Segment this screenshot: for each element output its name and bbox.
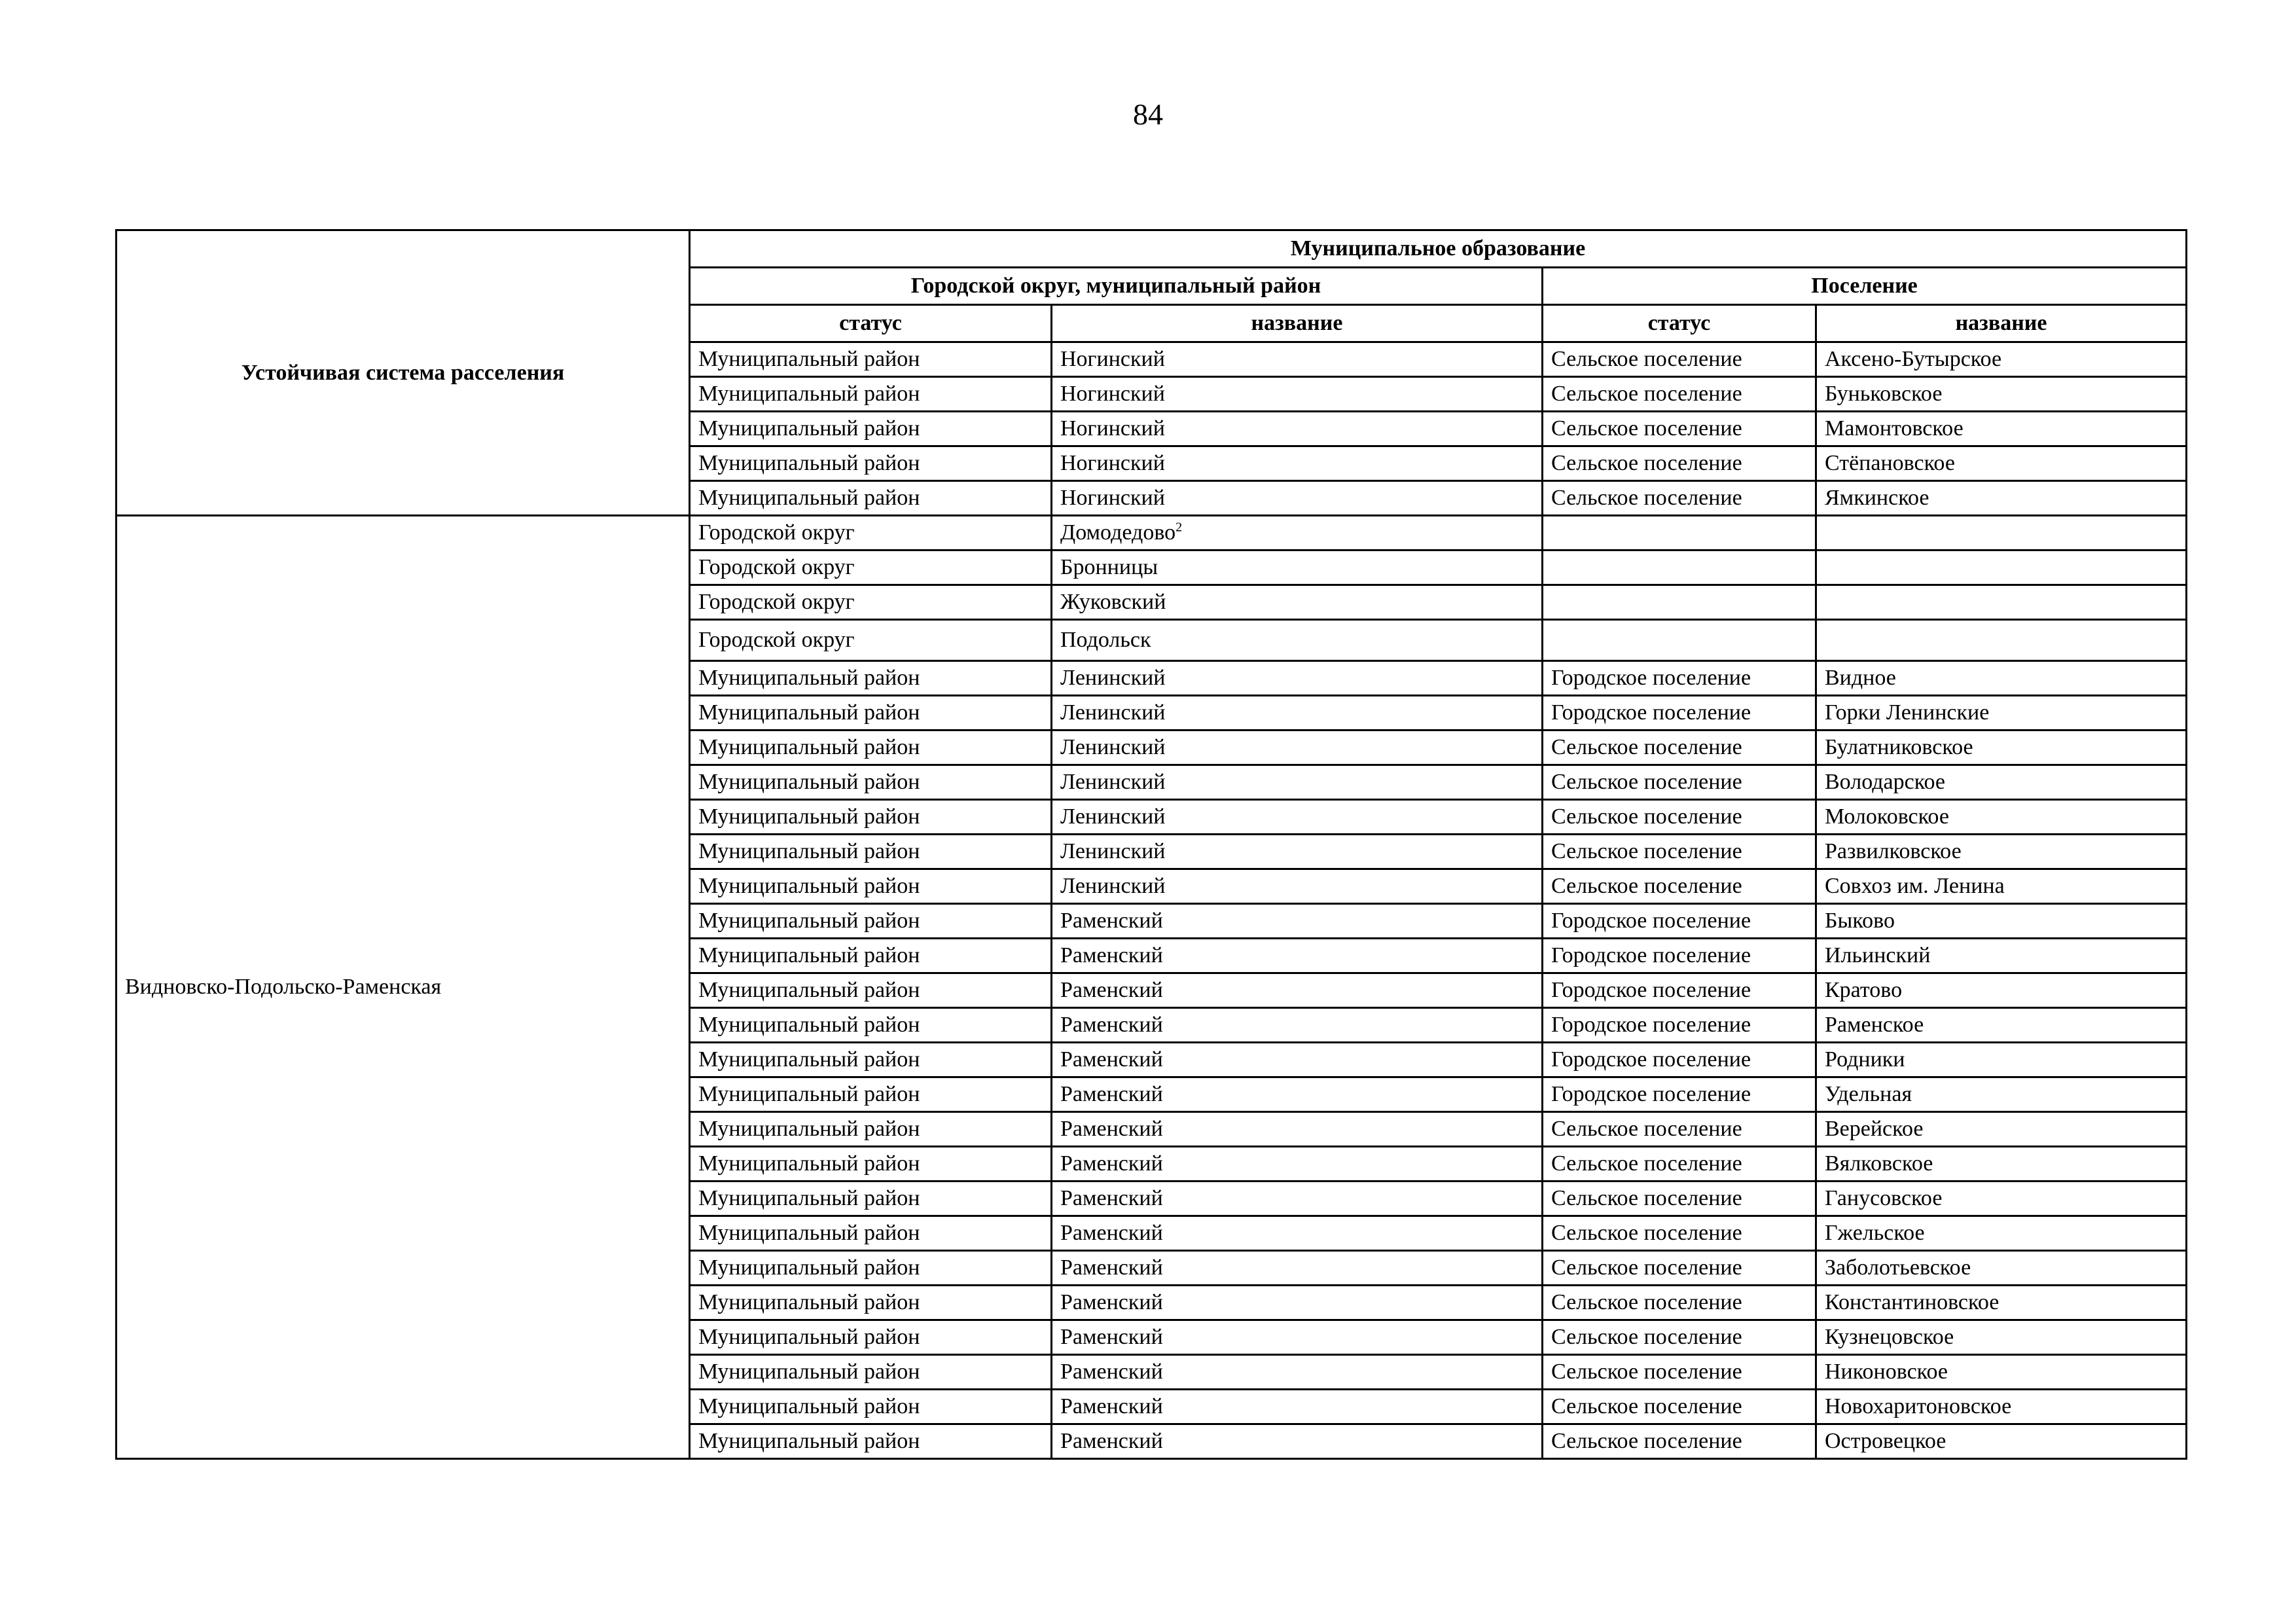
settlement-name-cell: Константиновское — [1816, 1286, 2187, 1320]
name-header: название — [1052, 305, 1543, 342]
status-cell: Муниципальный район — [690, 446, 1052, 481]
footnote-marker: 2 — [1175, 520, 1183, 535]
name-cell: Раменский — [1052, 1424, 1543, 1459]
settlement-name-cell: Раменское — [1816, 1008, 2187, 1043]
settlement-status-cell: Сельское поселение — [1543, 1251, 1816, 1286]
name-cell: Ленинский — [1052, 869, 1543, 904]
system-header: Устойчивая система расселения — [117, 230, 690, 516]
table-row — [117, 516, 2187, 550]
settlement-status-cell: Городское поселение — [1543, 1008, 1816, 1043]
status-cell: Муниципальный район — [690, 1077, 1052, 1112]
name-cell: Раменский — [1052, 939, 1543, 973]
settlement-name-cell: Видное — [1816, 661, 2187, 696]
settlement-name-cell: Развилковское — [1816, 835, 2187, 869]
settlement-status-cell: Сельское поселение — [1543, 835, 1816, 869]
name-cell: Ленинский — [1052, 661, 1543, 696]
settlement-name-cell: Гжельское — [1816, 1216, 2187, 1251]
name-cell: Ленинский — [1052, 696, 1543, 731]
settlement-status-cell: Сельское поселение — [1543, 869, 1816, 904]
settlement-table — [115, 229, 2187, 1460]
status-cell: Муниципальный район — [690, 412, 1052, 446]
status-cell: Городской округ — [690, 516, 1052, 550]
name-cell: Раменский — [1052, 1043, 1543, 1077]
name-cell: Раменский — [1052, 1251, 1543, 1286]
settlement-name-cell — [1816, 516, 2187, 550]
settlement-status-cell: Сельское поселение — [1543, 1320, 1816, 1355]
status-cell: Муниципальный район — [690, 1043, 1052, 1077]
name-cell: Раменский — [1052, 1147, 1543, 1182]
settlement-name-cell: Ганусовское — [1816, 1182, 2187, 1216]
settlement-status-cell: Сельское поселение — [1543, 446, 1816, 481]
status-cell: Муниципальный район — [690, 1251, 1052, 1286]
settlement-name-cell — [1816, 620, 2187, 661]
settlement-name-cell: Вялковское — [1816, 1147, 2187, 1182]
status-cell: Муниципальный район — [690, 1008, 1052, 1043]
name-cell: Ногинский — [1052, 481, 1543, 516]
name-cell: Раменский — [1052, 1355, 1543, 1390]
status-cell: Муниципальный район — [690, 1286, 1052, 1320]
status-cell: Муниципальный район — [690, 1320, 1052, 1355]
settlement-name-header: название — [1816, 305, 2187, 342]
settlement-status-cell: Сельское поселение — [1543, 765, 1816, 800]
name-text: Домодедово — [1060, 520, 1176, 545]
name-cell — [1052, 516, 1543, 550]
settlement-name-cell: Аксено-Бутырское — [1816, 342, 2187, 377]
settlement-name-cell: Буньковское — [1816, 377, 2187, 412]
settlement-name-cell: Горки Ленинские — [1816, 696, 2187, 731]
settlement-status-cell — [1543, 516, 1816, 550]
status-cell: Муниципальный район — [690, 1390, 1052, 1424]
settlement-name-cell: Никоновское — [1816, 1355, 2187, 1390]
settlement-name-cell: Новохаритоновское — [1816, 1390, 2187, 1424]
settlement-status-cell: Городское поселение — [1543, 939, 1816, 973]
status-cell: Муниципальный район — [690, 1355, 1052, 1390]
status-cell: Муниципальный район — [690, 1182, 1052, 1216]
settlement-name-cell — [1816, 550, 2187, 585]
status-cell: Муниципальный район — [690, 1424, 1052, 1459]
settlement-name-cell: Совхоз им. Ленина — [1816, 869, 2187, 904]
name-cell: Жуковский — [1052, 585, 1543, 620]
status-cell: Муниципальный район — [690, 1112, 1052, 1147]
header-row-1 — [117, 230, 2187, 268]
settlement-status-cell: Городское поселение — [1543, 696, 1816, 731]
district-group-header: Городской округ, муниципальный район — [690, 268, 1543, 305]
settlement-status-cell: Сельское поселение — [1543, 1355, 1816, 1390]
settlement-status-cell: Городское поселение — [1543, 1043, 1816, 1077]
settlement-name-cell: Ильинский — [1816, 939, 2187, 973]
name-cell: Раменский — [1052, 1182, 1543, 1216]
status-cell: Муниципальный район — [690, 869, 1052, 904]
status-cell: Муниципальный район — [690, 481, 1052, 516]
settlement-status-cell: Сельское поселение — [1543, 1390, 1816, 1424]
settlement-name-cell: Булатниковское — [1816, 731, 2187, 765]
settlement-name-cell: Удельная — [1816, 1077, 2187, 1112]
settlement-status-cell: Сельское поселение — [1543, 1112, 1816, 1147]
name-cell: Ленинский — [1052, 731, 1543, 765]
name-cell: Ногинский — [1052, 446, 1543, 481]
status-cell: Городской округ — [690, 620, 1052, 661]
settlement-name-cell: Верейское — [1816, 1112, 2187, 1147]
settlement-status-cell: Сельское поселение — [1543, 800, 1816, 835]
settlement-status-cell: Сельское поселение — [1543, 1424, 1816, 1459]
settlement-name-cell: Родники — [1816, 1043, 2187, 1077]
name-cell: Раменский — [1052, 1216, 1543, 1251]
settlement-name-cell: Кузнецовское — [1816, 1320, 2187, 1355]
name-cell: Раменский — [1052, 1320, 1543, 1355]
settlement-name-cell: Ямкинское — [1816, 481, 2187, 516]
status-cell: Муниципальный район — [690, 1147, 1052, 1182]
status-cell: Муниципальный район — [690, 377, 1052, 412]
settlement-name-cell: Островецкое — [1816, 1424, 2187, 1459]
settlement-status-cell: Сельское поселение — [1543, 731, 1816, 765]
settlement-status-cell: Сельское поселение — [1543, 412, 1816, 446]
settlement-status-cell: Городское поселение — [1543, 904, 1816, 939]
settlement-status-cell — [1543, 620, 1816, 661]
status-cell: Муниципальный район — [690, 1216, 1052, 1251]
settlement-name-cell: Стёпановское — [1816, 446, 2187, 481]
name-cell: Ногинский — [1052, 412, 1543, 446]
name-cell: Раменский — [1052, 1008, 1543, 1043]
settlement-status-cell: Городское поселение — [1543, 1077, 1816, 1112]
status-cell: Муниципальный район — [690, 342, 1052, 377]
settlement-name-cell: Володарское — [1816, 765, 2187, 800]
settlement-name-cell: Кратово — [1816, 973, 2187, 1008]
municipal-header: Муниципальное образование — [690, 230, 2187, 268]
status-cell: Муниципальный район — [690, 835, 1052, 869]
name-cell: Ногинский — [1052, 377, 1543, 412]
name-cell: Раменский — [1052, 1112, 1543, 1147]
settlement-status-cell: Сельское поселение — [1543, 1147, 1816, 1182]
status-cell: Муниципальный район — [690, 765, 1052, 800]
status-cell: Муниципальный район — [690, 904, 1052, 939]
name-cell: Ленинский — [1052, 835, 1543, 869]
system-name-cell: Видновско-Подольско-Раменская — [117, 516, 690, 1459]
settlement-name-cell: Молоковское — [1816, 800, 2187, 835]
name-cell: Раменский — [1052, 1390, 1543, 1424]
settlement-status-header: статус — [1543, 305, 1816, 342]
settlement-status-cell — [1543, 585, 1816, 620]
name-cell: Ленинский — [1052, 765, 1543, 800]
name-cell: Раменский — [1052, 1077, 1543, 1112]
settlement-group-header: Поселение — [1543, 268, 2187, 305]
settlement-name-cell: Быково — [1816, 904, 2187, 939]
name-cell: Ногинский — [1052, 342, 1543, 377]
settlement-status-cell: Сельское поселение — [1543, 481, 1816, 516]
status-cell: Муниципальный район — [690, 939, 1052, 973]
name-cell: Раменский — [1052, 973, 1543, 1008]
settlement-status-cell: Сельское поселение — [1543, 1216, 1816, 1251]
settlement-status-cell: Сельское поселение — [1543, 1182, 1816, 1216]
settlement-status-cell: Сельское поселение — [1543, 377, 1816, 412]
settlement-status-cell: Городское поселение — [1543, 973, 1816, 1008]
name-cell: Бронницы — [1052, 550, 1543, 585]
status-cell: Муниципальный район — [690, 696, 1052, 731]
name-cell: Раменский — [1052, 904, 1543, 939]
settlement-status-cell: Сельское поселение — [1543, 342, 1816, 377]
status-cell: Муниципальный район — [690, 800, 1052, 835]
status-cell: Городской округ — [690, 550, 1052, 585]
settlement-status-cell — [1543, 550, 1816, 585]
settlement-status-cell: Городское поселение — [1543, 661, 1816, 696]
settlement-name-cell: Мамонтовское — [1816, 412, 2187, 446]
status-header: статус — [690, 305, 1052, 342]
settlement-status-cell: Сельское поселение — [1543, 1286, 1816, 1320]
name-cell: Раменский — [1052, 1286, 1543, 1320]
status-cell: Муниципальный район — [690, 731, 1052, 765]
page-number: 84 — [1133, 98, 1163, 131]
name-cell: Подольск — [1052, 620, 1543, 661]
name-cell: Ленинский — [1052, 800, 1543, 835]
settlement-name-cell: Заболотьевское — [1816, 1251, 2187, 1286]
status-cell: Муниципальный район — [690, 661, 1052, 696]
status-cell: Городской округ — [690, 585, 1052, 620]
status-cell: Муниципальный район — [690, 973, 1052, 1008]
settlement-name-cell — [1816, 585, 2187, 620]
